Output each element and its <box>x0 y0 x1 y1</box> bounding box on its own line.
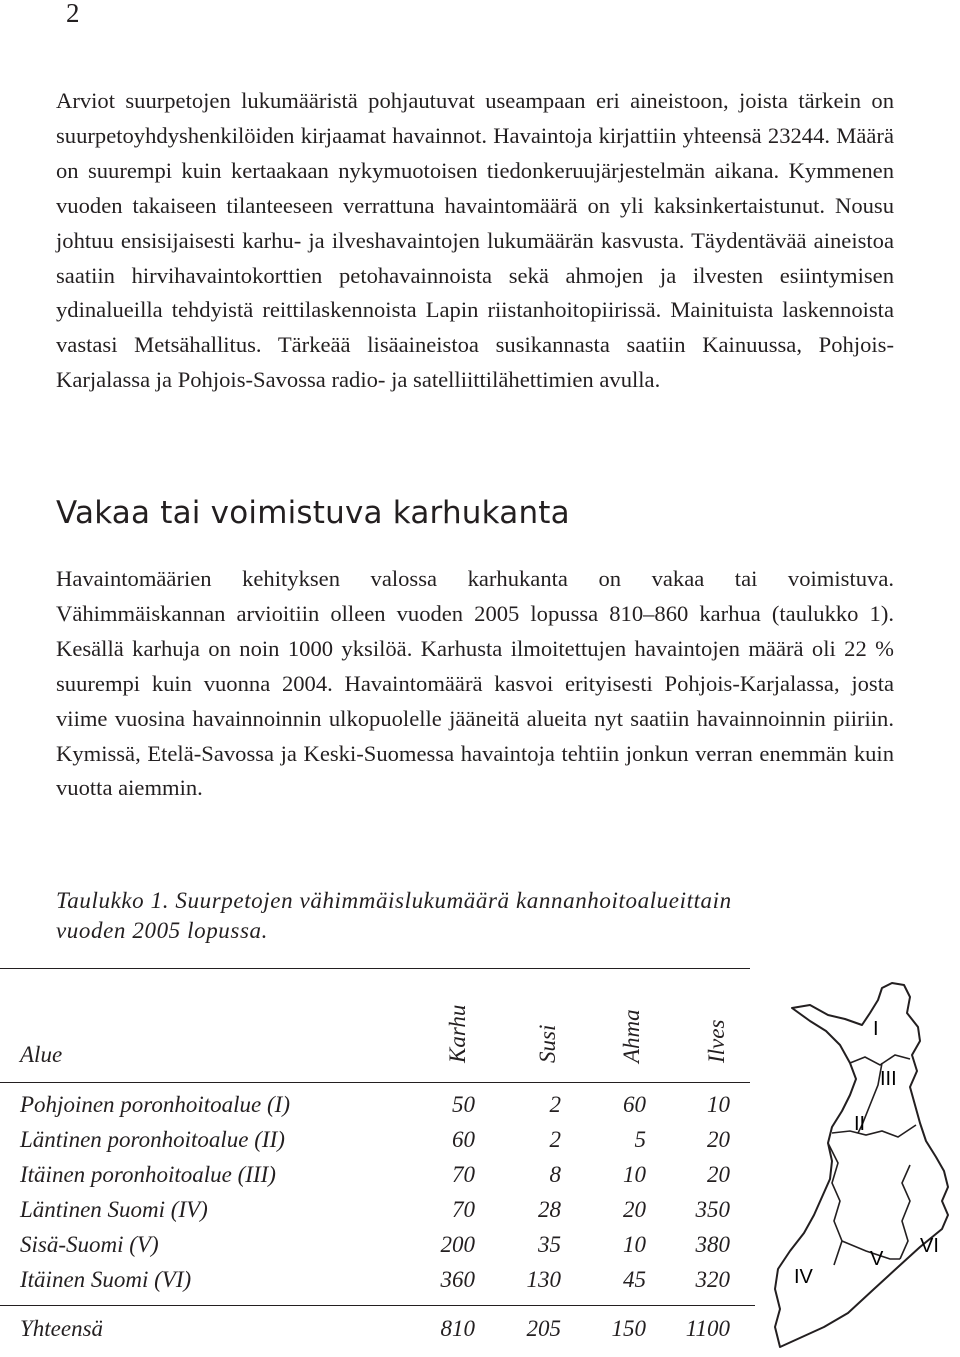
cell-karhu: 60 <box>452 1127 475 1152</box>
region-label-i: I <box>873 1018 879 1040</box>
cell-karhu: 70 <box>452 1162 475 1187</box>
table-caption-line1: Taulukko 1. Suurpetojen vähimmäislukumäärä kannanhoitoalueittain <box>56 888 732 913</box>
cell-susi: 2 <box>549 1127 561 1152</box>
page-number: 2 <box>66 0 80 28</box>
cell-karhu: 70 <box>452 1197 475 1222</box>
cell-ilves: 20 <box>707 1127 730 1152</box>
cell-karhu: 50 <box>452 1092 475 1117</box>
cell-ilves: 350 <box>695 1197 730 1222</box>
cell-ahma: 20 <box>623 1197 646 1222</box>
row-area: Itäinen poronhoitoalue (III) <box>20 1162 276 1187</box>
table-top-rule <box>0 968 750 969</box>
row-area: Läntinen poronhoitoalue (II) <box>20 1127 285 1152</box>
row-area: Pohjoinen poronhoitoalue (I) <box>20 1092 290 1117</box>
intro-paragraph: Arviot suurpetojen lukumääristä pohjautuvat useampaan eri aineistoon, joista tärkein on suurpetoyhdyshenkilöiden kirjaamat havainnot. Havaintoja kirjattiin yhteensä 23244. Määrä on suurempi kuin kertaakaan nykymuotoisen tiedonkeruujärjestelmän aikana. Kymmenen vuoden takaiseen tilanteeseen verrattuna havaintomäärä on yli kaksinkertaistunut. Nousu johtuu ensisijaisesti karhu- ja ilveshavaintojen lukumäärän kasvusta. Täydentävää aineistoa saatiin hirvihavaintokorttien petohavainnoista sekä ahmojen ja ilvesten esiintymisen ydinalueilla tehdyistä reittilaskennoista Lapin riistanhoitopiirissä. Mainituista laskennoista vastasi Metsähallitus. Tärkeää lisäaineistoa susikannasta saatiin Kainuussa, Pohjois-Karjalassa ja Pohjois-Savossa radio- ja satelliittilähettimien avulla. <box>56 88 894 393</box>
cell-susi: 130 <box>526 1267 561 1292</box>
total-label: Yhteensä <box>20 1316 104 1341</box>
table-caption <box>56 886 896 946</box>
cell-ilves: 20 <box>707 1162 730 1187</box>
column-header-ahma: Ahma <box>619 1009 644 1063</box>
region-label-vi: VI <box>920 1235 939 1257</box>
table-header-rule <box>0 1082 750 1083</box>
region-label-ii: II <box>854 1113 866 1135</box>
total-ahma: 150 <box>611 1316 646 1341</box>
cell-susi: 35 <box>538 1232 561 1257</box>
cell-susi: 8 <box>549 1162 561 1187</box>
cell-ahma: 10 <box>623 1162 646 1187</box>
cell-ahma: 10 <box>623 1232 646 1257</box>
region-label-iv: IV <box>794 1266 813 1288</box>
section-heading: Vakaa tai voimistuva karhukanta <box>56 495 570 531</box>
column-header-karhu: Karhu <box>445 1004 470 1063</box>
total-karhu: 810 <box>440 1316 475 1341</box>
cell-ahma: 60 <box>623 1092 646 1117</box>
total-ilves: 1100 <box>685 1316 730 1341</box>
finland-outline <box>775 983 948 1347</box>
cell-ilves: 320 <box>695 1267 730 1292</box>
cell-ilves: 380 <box>695 1232 730 1257</box>
cell-ahma: 45 <box>623 1267 646 1292</box>
cell-susi: 2 <box>549 1092 561 1117</box>
table-caption-line2: vuoden 2005 lopussa. <box>56 918 268 943</box>
region-label-v: V <box>870 1248 884 1270</box>
cell-ilves: 10 <box>707 1092 730 1117</box>
cell-karhu: 200 <box>440 1232 475 1257</box>
row-area: Itäinen Suomi (VI) <box>20 1267 192 1292</box>
region-label-iii: III <box>880 1068 897 1090</box>
column-header-ilves: Ilves <box>704 1019 729 1063</box>
bear-paragraph: Havaintomäärien kehityksen valossa karhukanta on vakaa tai voimistuva. Vähimmäiskannan arvioitiin olleen vuoden 2005 lopussa 810–860 karhua (taulukko 1). Kesällä karhuja on noin 1000 yksilöä. Karhusta ilmoitettujen havaintojen määrä oli 22 % suurempi kuin vuonna 2004. Havaintomäärä kasvoi erityisesti Pohjois-Karjalassa, josta viime vuosina havainnoinnin ulkopuolelle jääneitä alueita nyt saatiin havainnoinnin piiriin. Kymissä, Etelä-Savossa ja Keski-Suomessa havaintoja tehtiin jonkun verran enemmän kuin vuotta aiemmin. <box>56 566 894 801</box>
cell-ahma: 5 <box>634 1127 646 1152</box>
cell-karhu: 360 <box>440 1267 475 1292</box>
table-total-rule <box>0 1305 755 1306</box>
total-susi: 205 <box>526 1316 561 1341</box>
column-header-susi: Susi <box>535 1024 560 1063</box>
cell-susi: 28 <box>538 1197 561 1222</box>
row-area: Läntinen Suomi (IV) <box>20 1197 208 1222</box>
finland-region-map <box>770 975 956 1355</box>
area-column-header: Alue <box>20 1042 63 1067</box>
row-area: Sisä-Suomi (V) <box>20 1232 159 1257</box>
